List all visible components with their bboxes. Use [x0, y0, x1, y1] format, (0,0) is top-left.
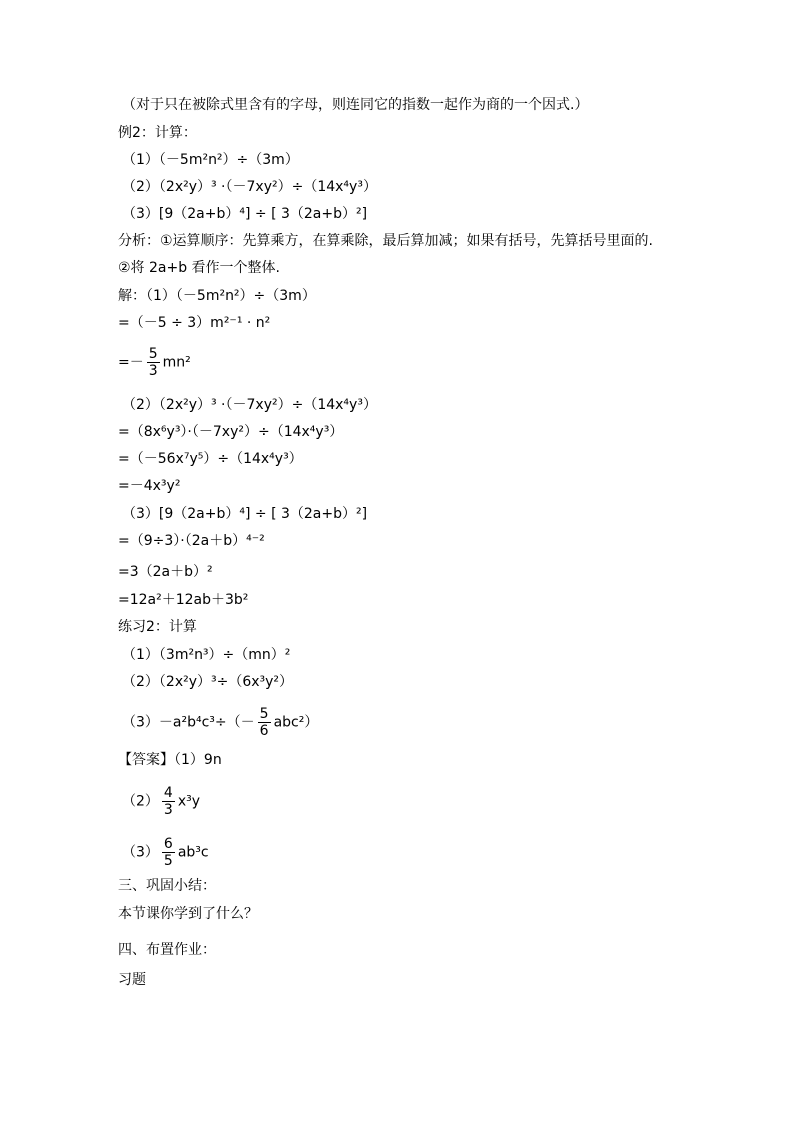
intro-note: （对于只在被除式里含有的字母，则连同它的指数一起作为商的一个因式.）	[122, 97, 589, 113]
analysis-line-2: ②将 2a+b 看作一个整体.	[118, 260, 281, 276]
example-item-1: （1）（－5m²n²）÷（3m）	[122, 152, 299, 168]
summary-title: 三、巩固小结：	[118, 878, 216, 894]
fraction	[162, 785, 175, 818]
fraction	[162, 836, 175, 869]
fraction-denominator: 5	[163, 853, 173, 869]
solution-1-step-2	[118, 346, 191, 379]
example-item-2: （2）（2x²y）³ ·（－7xy²）÷（14x⁴y³）	[122, 179, 377, 195]
pr3-prefix: （3）－a²b⁴c³÷（－	[122, 714, 255, 731]
analysis-line-1: 分析：①运算顺序：先算乘方，在算乘除，最后算加减；如果有括号，先算括号里面的.	[118, 233, 653, 249]
practice-item-3	[122, 706, 318, 739]
practice-title: 练习2：计算	[118, 619, 197, 635]
solution-2-step-2: =（－56x⁷y⁵）÷（14x⁴y³）	[118, 451, 303, 467]
fraction-numerator: 5	[259, 706, 269, 722]
fraction-denominator: 6	[259, 723, 269, 739]
solution-1-step-1: =（－5 ÷ 3）m²⁻¹ · n²	[118, 315, 271, 331]
solution-3-step-3: =12a²＋12ab＋3b²	[118, 592, 249, 608]
fraction-numerator: 4	[163, 785, 173, 801]
ans2-prefix: （2）	[122, 793, 159, 810]
ans2-suffix: x³y	[177, 793, 201, 810]
example-title: 例2：计算：	[118, 125, 197, 141]
summary-question: 本节课你学到了什么？	[118, 906, 258, 922]
fraction-denominator: 3	[163, 802, 173, 818]
solution-title: 解：（1）（－5m²n²）÷（3m）	[118, 288, 316, 304]
answer-item-2	[122, 785, 200, 818]
sol1-step2-prefix: =－	[118, 354, 144, 371]
solution-3-step-1: =（9÷3）·（2a＋b）⁴⁻²	[118, 533, 265, 549]
fraction-numerator: 5	[148, 346, 158, 362]
answer-item-3	[122, 836, 209, 869]
solution-2-step-1: =（8x⁶y³）·（－7xy²）÷（14x⁴y³）	[118, 424, 344, 440]
practice-item-1: （1）（3m²n³）÷（mn）²	[122, 647, 291, 663]
homework-title: 四、布置作业：	[118, 942, 216, 958]
solution-3-step-2: =3（2a＋b）²	[118, 564, 213, 580]
solution-2-step-3: =－4x³y²	[118, 478, 181, 494]
fraction-denominator: 3	[148, 363, 158, 379]
ans3-prefix: （3）	[122, 844, 159, 861]
practice-item-2: （2）（2x²y）³÷（6x³y²）	[122, 674, 294, 690]
sol1-step2-suffix: mn²	[162, 354, 191, 371]
ans3-suffix: ab³c	[177, 844, 209, 861]
solution-2-head: （2）（2x²y）³ ·（－7xy²）÷（14x⁴y³）	[122, 397, 377, 413]
solution-3-head: （3）[9（2a+b）⁴] ÷ [ 3（2a+b）²]	[122, 506, 368, 522]
fraction	[258, 706, 271, 739]
example-item-3: （3）[9（2a+b）⁴] ÷ [ 3（2a+b）²]	[122, 206, 368, 222]
homework-text: 习题	[118, 972, 146, 988]
fraction	[147, 346, 160, 379]
pr3-suffix: abc²）	[273, 714, 319, 731]
fraction-numerator: 6	[163, 836, 173, 852]
answer-line: 【答案】（1）9n	[118, 752, 222, 768]
